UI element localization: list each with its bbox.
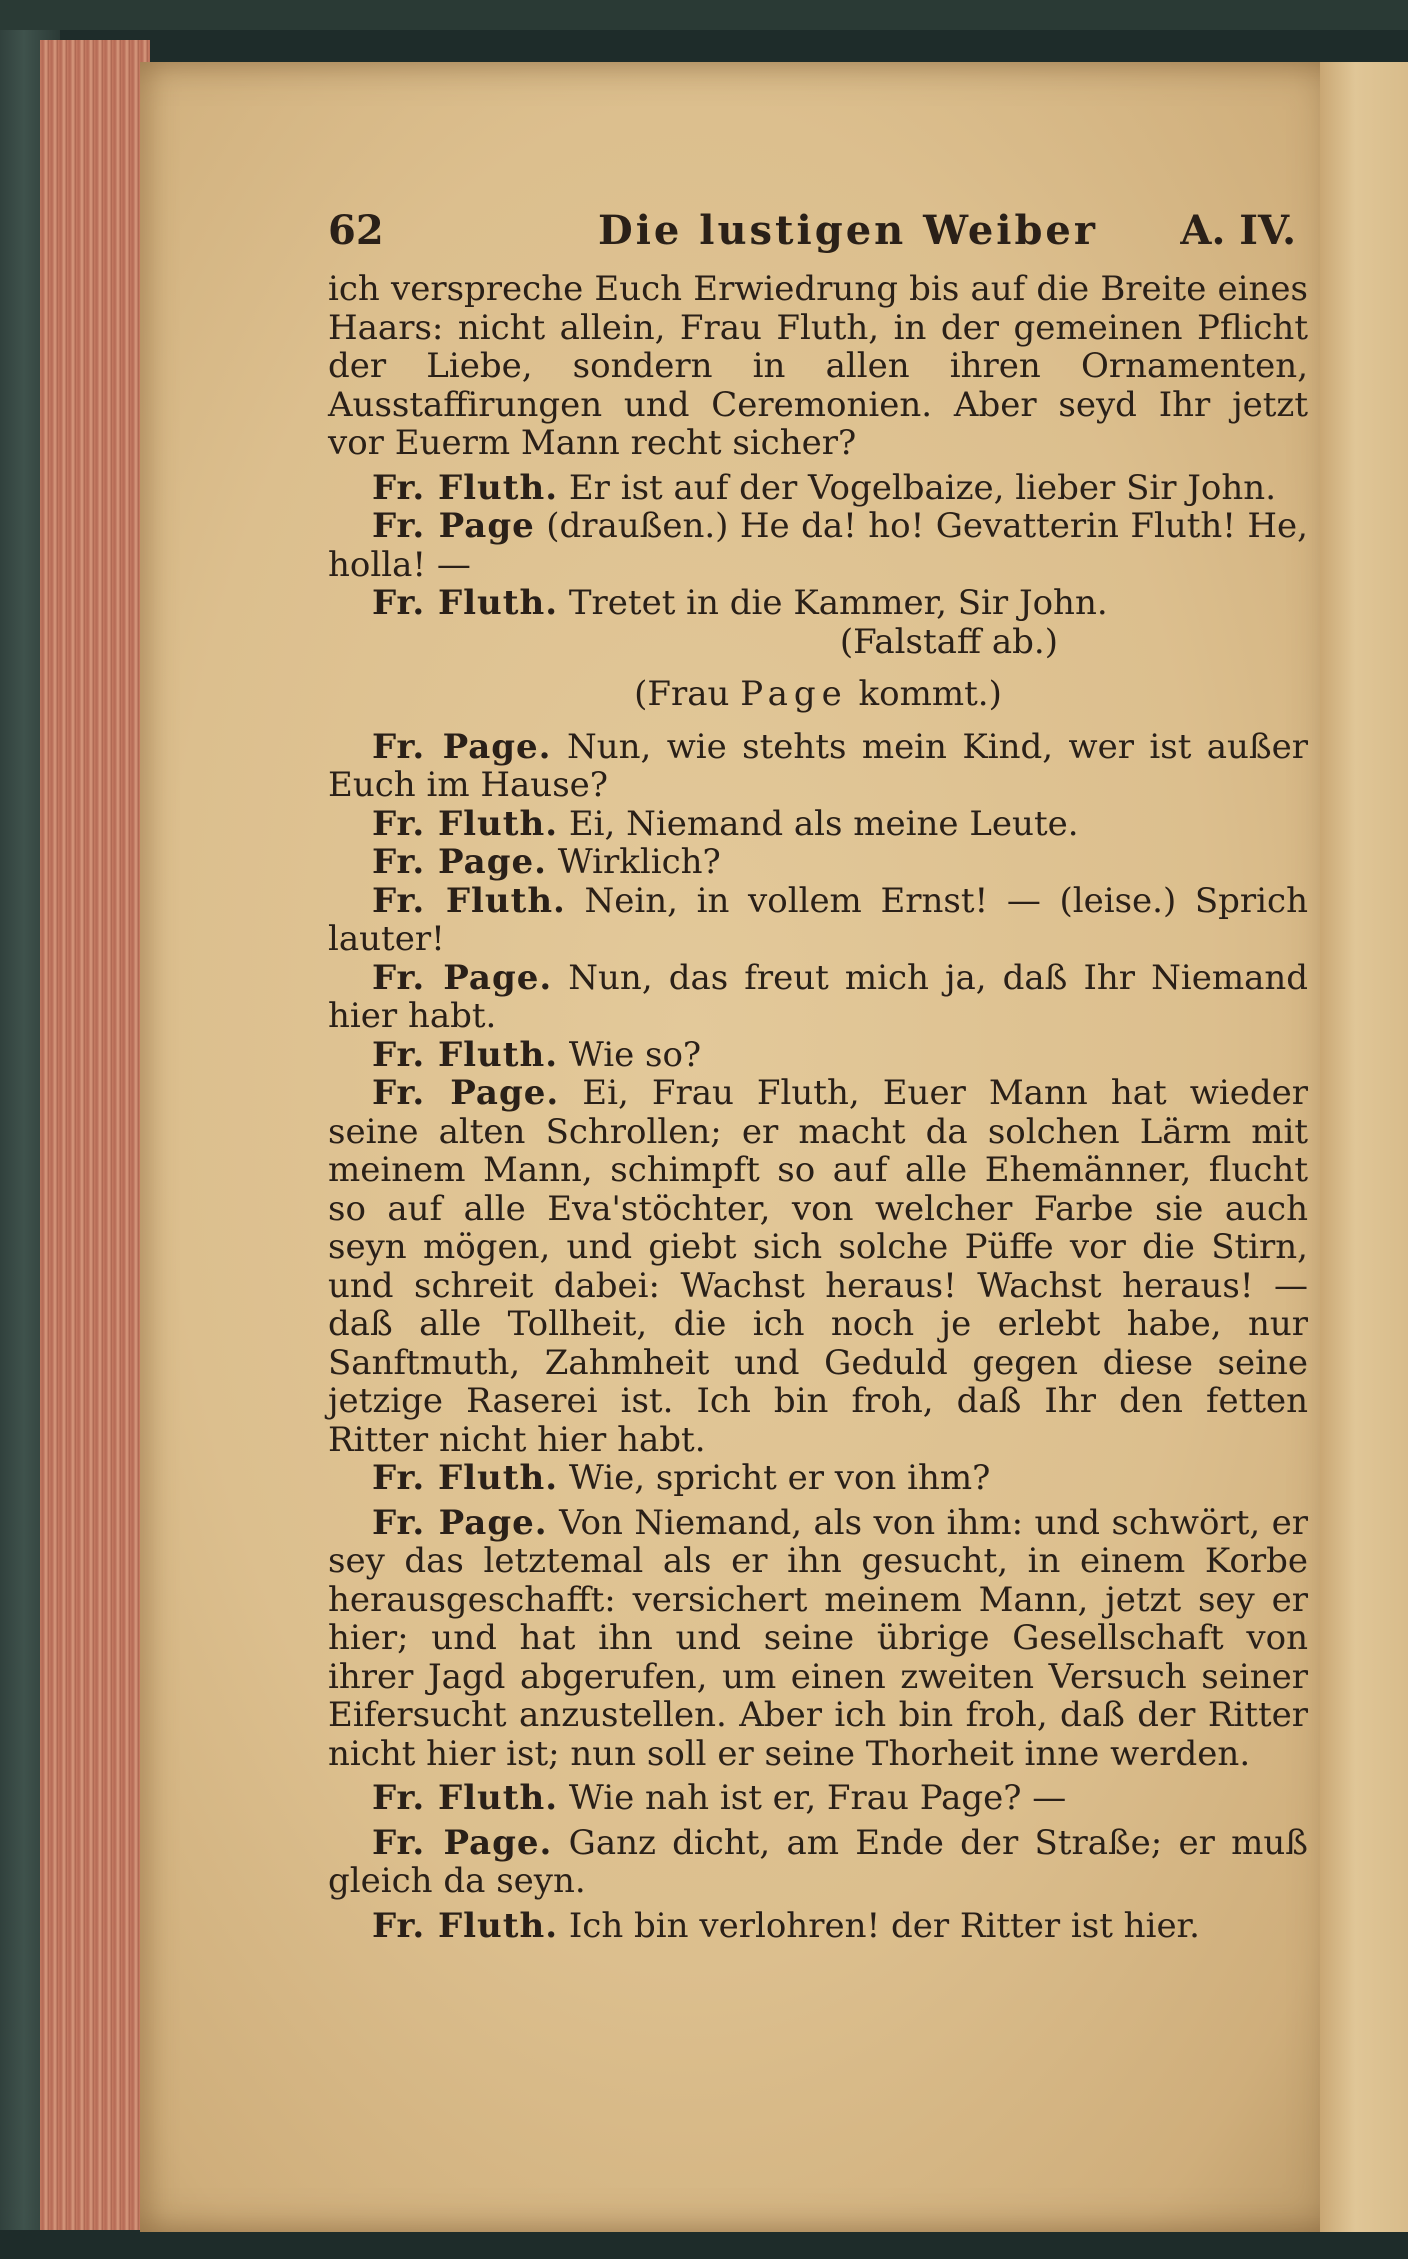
dialogue-text: Wie, spricht er von ihm? <box>568 1458 991 1498</box>
dialogue-text: Ei, Niemand als meine Leute. <box>568 803 1079 844</box>
dialogue-text: Wirklich? <box>557 842 721 882</box>
stage-direction: (Falstaff ab.) <box>839 621 1058 662</box>
dialogue-text: Tretet in die Kammer, Sir John. <box>568 583 1108 623</box>
dialogue-line <box>328 1824 1308 1901</box>
running-header <box>328 200 1308 260</box>
dialogue-text: Nein, in vollem Ernst! — (leise.) Sprich lauter! <box>328 880 1308 959</box>
dialogue-text: Nun, das freut mich ja, daß Ihr Niemand hier habt. <box>328 957 1309 1036</box>
dialogue-line <box>328 1907 1308 1946</box>
speaker-name: Fr. Fluth. <box>372 880 566 921</box>
speaker-name: Fr. Page. <box>372 957 553 998</box>
dialogue-text: Ich bin verlohren! der Ritter ist hier. <box>568 1905 1200 1946</box>
dialogue-text: Ei, Frau Fluth, Euer Mann hat wieder seine alten Schrollen; er macht da solchen Lärm mit meinem Mann, schimpft so auf alle Ehemänner, flucht so auf alle Eva'stöchter, von welcher Farbe sie auch seyn mögen, und giebt sich solche Püffe vor die Stirn, und schreit dabei: Wachst heraus! Wachst heraus! — daß alle Tollheit, die ich noch je erlebt habe, nur Sanftmuth, Zahmheit und Geduld gegen diese seine jetzige Raserei ist. Ich bin froh, daß Ihr den fetten Ritter nicht hier habt. <box>328 1073 1308 1460</box>
dialogue-line <box>328 1459 1308 1498</box>
speaker-name: Fr. Fluth. <box>372 1905 559 1946</box>
speaker-name: Fr. Page <box>372 506 535 546</box>
dialogue-text: (draußen.) He da! ho! Gevatterin Fluth! He, holla! — <box>328 506 1308 585</box>
page-text <box>328 200 1308 1945</box>
dialogue-line <box>328 959 1308 1036</box>
dialogue-text: Von Niemand, als von ihm: und schwört, er sey das letztemal als er ihn gesucht, in einem Korbe herausgeschafft: versichert meinem Mann, jetzt sey er hier; und hat ihn und seine übrige Gesellschaft von ihrer Jagd abgerufen, um einen zweiten Versuch seiner Eifersucht anzustellen. Aber ich bin froh, daß der Ritter nicht hier ist; nun soll er seine Thorheit inne werden. <box>328 1502 1309 1774</box>
dialogue-line <box>328 882 1308 959</box>
speaker-name: Fr. Fluth. <box>372 583 559 623</box>
dialogue-line <box>328 1779 1308 1818</box>
act-number: A. IV. <box>1180 207 1296 254</box>
dialogue-line <box>328 584 1308 623</box>
dialogue-text: Ganz dicht, am Ende der Straße; er muß gleich da seyn. <box>328 1822 1308 1901</box>
dialogue-line <box>328 843 1308 882</box>
dialogue-line <box>328 805 1308 844</box>
speaker-name: Fr. Fluth. <box>372 1778 559 1818</box>
dialogue-text: Nun, wie stehts mein Kind, wer ist außer Euch im Hause? <box>328 726 1309 805</box>
dialogue-line <box>328 728 1308 805</box>
page-edges <box>40 40 150 2230</box>
speaker-name: Fr. Page. <box>372 726 552 767</box>
speaker-name: Fr. Page. <box>372 842 547 882</box>
facing-page-gutter <box>1320 62 1408 2232</box>
speaker-name: Fr. Page. <box>372 1822 553 1863</box>
speaker-name: Fr. Page. <box>372 1073 560 1113</box>
stage-direction-entrance: (Frau Page kommt.) <box>634 674 1002 714</box>
speaker-name: Fr. Fluth. <box>372 467 559 508</box>
dialogue-line <box>328 469 1308 508</box>
speaker-name: Fr. Page. <box>372 1502 548 1543</box>
prose-paragraph: ich verspreche Euch Erwiedrung bis auf die Breite eines Haars: nicht allein, Frau Fluth, in der gemeinen Pflicht der Liebe, sondern in allen ihren Ornamenten, Ausstaffirungen und Ceremonien. Aber seyd Ihr jetzt vor Euerm Mann recht sicher? <box>328 269 1308 463</box>
page-number: 62 <box>328 207 384 254</box>
dialogue-text: Wie nah ist er, Frau Page? — <box>568 1778 1067 1818</box>
dialogue-line <box>328 507 1308 584</box>
speaker-name: Fr. Fluth. <box>372 1034 559 1075</box>
running-title: Die lustigen Weiber <box>598 207 1098 254</box>
dialogue-line <box>328 1074 1308 1459</box>
dialogue-text: Er ist auf der Vogelbaize, lieber Sir John. <box>568 467 1277 508</box>
speaker-name: Fr. Fluth. <box>372 803 559 844</box>
speaker-name: Fr. Fluth. <box>372 1458 559 1498</box>
spaced-name: Page <box>740 674 848 714</box>
dialogue-text: Wie so? <box>568 1034 702 1075</box>
dialogue-line <box>328 1504 1308 1774</box>
dialogue-line <box>328 1036 1308 1075</box>
